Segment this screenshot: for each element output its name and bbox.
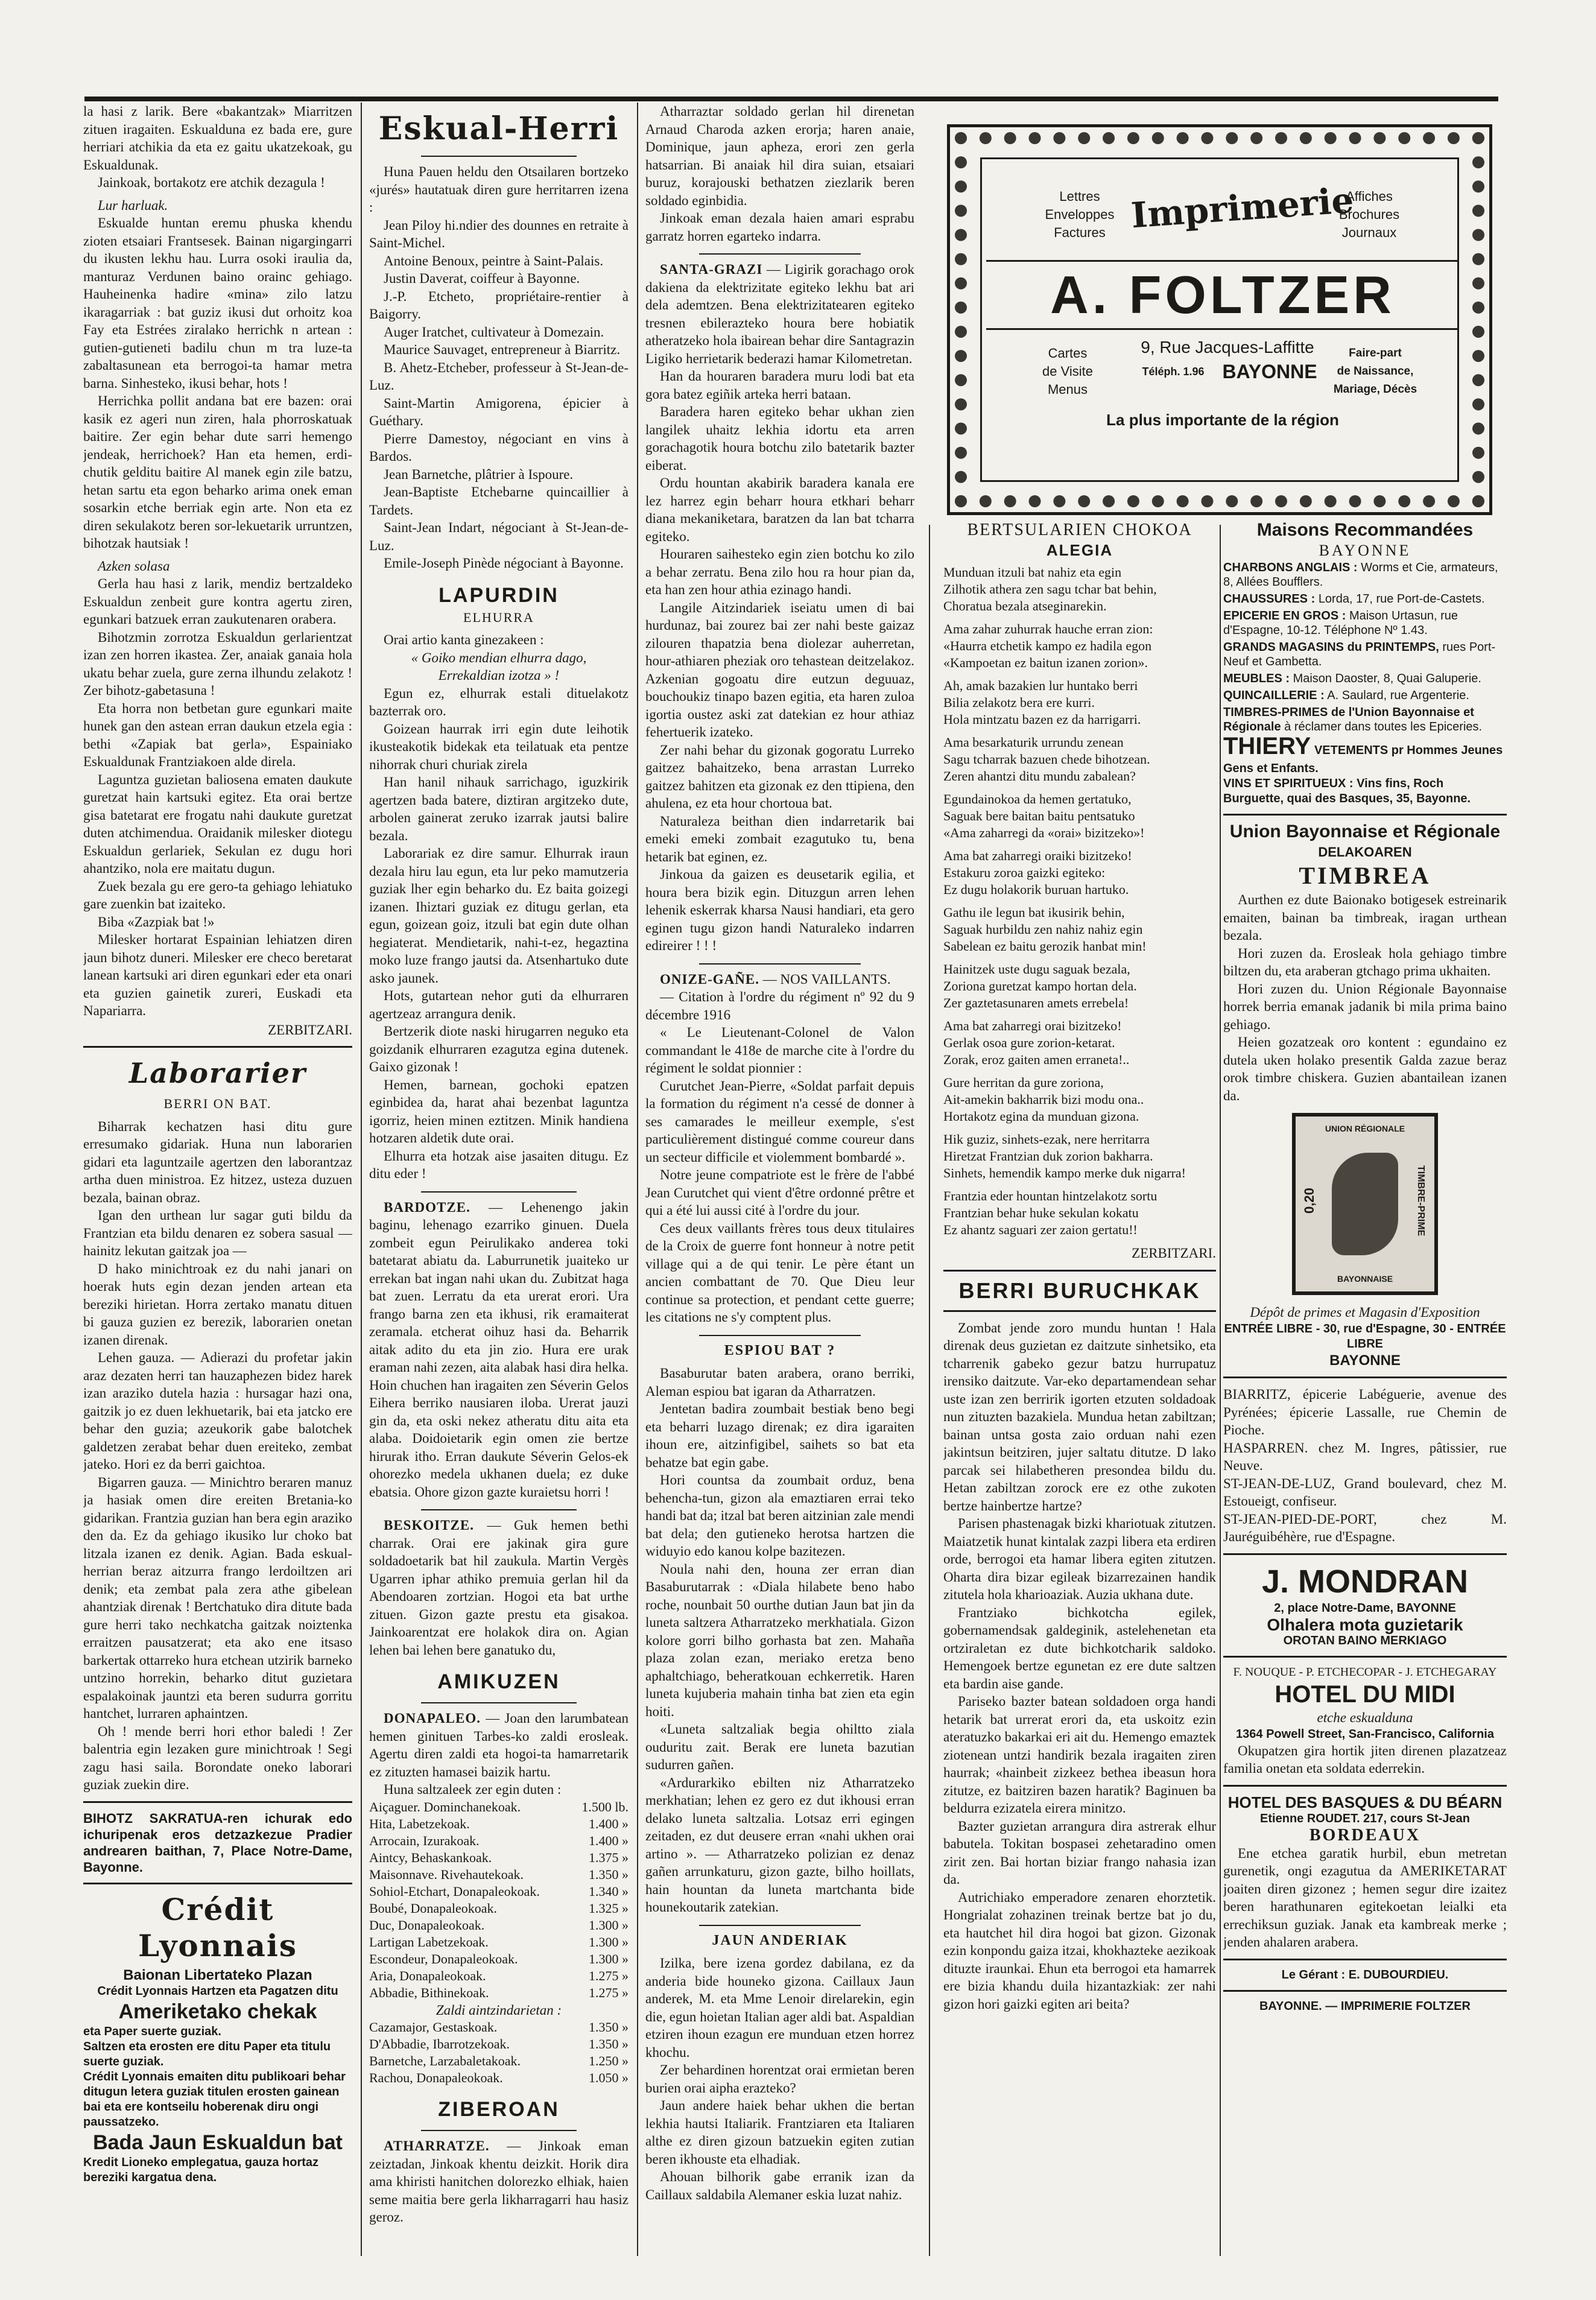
credit-line: Baionan Libertateko Plazan [123, 1966, 312, 1983]
recommended-category: EPICERIE EN GROS : [1223, 609, 1346, 623]
verse-stanza: Hik guziz, sinhets-ezak, nere herritarra Hiretzat Frantzian duk zorion bakharra. Sinhets, hemendik kampo merke duk nigarra! [943, 1132, 1186, 1180]
divider [699, 1925, 861, 1926]
sale-price: 1.375 » [589, 1849, 629, 1865]
sale-price: 1.350 » [589, 2036, 629, 2051]
paragraph: Zuek bezala gu ere gero-ta gehiago lehiatuko gare zuenkin bat izaiteko. [83, 878, 352, 911]
verse-stanza: Ah, amak bazakien lur huntako berri Bilia zelakotz bera ere kurri. Hola mintzatu bazen ez da harrigarri. [943, 678, 1141, 727]
santa-grazi-heading: SANTA-GRAZI [660, 262, 763, 277]
ad-line: Lettres [1059, 189, 1100, 204]
paragraph: Laguntza guzietan baliosena ematen daukute guretzat hain kartsuki egitez. Eta orai bertze gisa batetarat ere frogatu nahi daukute guretzat duten atchimendua. Oraidanik milesker diotegu Eskualdun gerlariek, Sekulan ez dugu hori ahantziko, nola ere maitatu dugun. [83, 771, 352, 876]
elhurra-subheading: ELHURRA [463, 609, 534, 625]
seller-name: Sohiol-Etchart, Donapaleokoak. [369, 1883, 540, 1899]
signature: ZERBITZARI. [268, 1022, 352, 1038]
espiou-heading: ESPIOU BAT ? [724, 1342, 836, 1358]
paragraph: — Lehenengo jakin baginu, lehenago ezarriko ginuen. Duela zombeit egun Peirulikako anderea toki batetarat abiatu da. Laburrunetik juaiteko ur errekan bat ingan nahi ukan du. Zubitzat haga bat zuen. Lerratu da eta urerat erori. Ura frango barna zen eta ikhusi, rik eramaiterat zeramala. etcherat oihuz hasi da. Beharrik aitak adito du eta jin zio. Hura ere urak eraman nahi zezen, aita alabak hasi dira helka. Hoin chuchen han iragaiten zen Séverin Gelos Eihera berriko nausiaren iloba. Urerat jauzi gin da, eta oski nekez atheratu ditu aita eta alaba. Doidoietarik egin omen zie bertze hirurak itho. Erran daukute Séverin Gelos-ek ohorezko medela ukhanen duela; ez duke ebatsia. Ohore gizon gazte kuraietsu horri ! [369, 1199, 629, 1500]
paragraph: Frantziako bichkotcha egilek, gobernamendsak galdeginik, astelehenetan eta ortziraletan ez dute bichkotcharik saldoko. Hemengoek bertze egunetan ez ere dute saltzen eta bardin aise gande. [943, 1605, 1216, 1691]
jure-entry: Jean Piloy hi.ndier des dounnes en retraite à Saint-Michel. [369, 217, 629, 250]
jure-entry: Jean Barnetche, plâtrier à Ispoure. [384, 466, 574, 482]
paragraph: Bertzerik diote naski hirugarren neguko eta goizdanik elhurraren ezagutza egina dutenek. Gaixo gizonak ! [369, 1024, 629, 1074]
recommended-item [1223, 560, 1507, 589]
recommended-item [1223, 609, 1507, 638]
credit-line: Crédit Lyonnais emaiten ditu publikoari behar ditugun letera guziak titulen erosten gainean bai eta ere kontseilu hoberenak diru ongi paussatzeko. [83, 2070, 346, 2129]
ad-line: Faire-part [1349, 347, 1402, 360]
verse-stanza: Gure herritan da gure zoriona, Ait-amekin bakharrik bizi modu ona.. Hortakotz egina da munduan gizona. [943, 1075, 1144, 1124]
sales-row [369, 2053, 629, 2070]
credit-lyonnais-title: Crédit Lyonnais [138, 1891, 298, 1963]
paragraph: Milesker hortarat Espainian lehiatzen diren jaun bihotz duneri. Milesker ere checo beretarat lanean kartsuki ari diren egunkari eder eta onari eta guzien gainetik zureri, Euskadi eta Napariarra. [83, 932, 352, 1018]
divider [1223, 1959, 1507, 1960]
divider [421, 1509, 577, 1510]
divider [1223, 1785, 1507, 1787]
paragraph: Bihotzmin zorrotza Eskualdun gerlarientzat izan zen horren ikastea. Zer, anaiak ganaia hola ukatu behar zuela, gure zerna ilhundu zelakotz ! Zer bihotz-gabetasuna ! [83, 629, 352, 698]
paragraph: Jentetan badira zoumbait bestiak beno begi eta beharri luzago direnak; ez dira igaraiten ihoun ere, aitzinfigibel, saihets so bat eta behatze bat egin gabe. [645, 1401, 914, 1470]
paragraph: Izilka, bere izena gordez dabilana, ez da anderia bide houneko gizona. Caillaux Jaun anderek, M. eta Mme Lenoir direlarekin, egin die, egun hoietan Italian ager aldi bat. Aspaldian etziren ihoun ezagun ere munduan etzen horrez khochu. [645, 1956, 914, 2060]
paragraph: Herrichka pollit andana bat ere bazen: orai kasik ez ageri nun ziren, hala phorroskatuak baitire. Zer egin behar dute sarri hemengo jendeak, herrichoek? Han eta hemen, erdi-chutik gelditu baitire Al manek egin zile batzu, hetan sartu eta egon beharko arima onek eman sosarkin etche berriak egin arte. Non eta ez diren sekulakotz beren sor-lekuetarik urruntzen, bihotzak hautsiak ! [83, 393, 352, 551]
seller-name: Boubé, Donapaleokoak. [369, 1900, 497, 1916]
divider [83, 1801, 352, 1803]
seller-name: Maisonnave. Rivehautekoak. [369, 1866, 524, 1882]
jure-entry: Jean-Baptiste Etchebarne quincaillier à Tardets. [369, 484, 629, 518]
recommended-item [1223, 592, 1507, 606]
stamp-side-text: TIMBRE-PRIME [1416, 1165, 1426, 1237]
seller-name: Arrocain, Izurakoak. [369, 1833, 480, 1848]
ad-line: Factures [1054, 225, 1106, 240]
sales-row [369, 2019, 629, 2036]
paragraph: Ene etchea garatik hurbil, ebun metretan gurenetik, ongi ezagutua da AMERIKETARAT joaiten diren gizonez ; hemen segur dire izaitez beren harathunaren egitekoetan leialki eta errechiksun guziak. Janak eta kambreak merke ; jenden ahalaren arabera. [1223, 1845, 1507, 1950]
sales-row [369, 2070, 629, 2086]
sale-price: 1.300 » [589, 1917, 629, 1933]
thiery-ad [1223, 733, 1507, 806]
depot-address: HASPARREN. chez M. Ingres, pâtissier, rue Neuve. [1223, 1440, 1507, 1473]
divider [1223, 1553, 1507, 1555]
paragraph: Elhurra eta hotzak aise jasaiten ditugu. Ez ditu eder ! [369, 1148, 629, 1181]
paragraph: Zer behardinen horentzat orai ermietan beren burien orai aipha erazteko? [645, 2062, 914, 2096]
paragraph: — Joan den larumbatean hemen ginituen Tarbes-ko zaldi erosleak. Agertu diren zaldi eta hogoi-ta hamarretarik ez zituzten hamasei baizik hartu. [369, 1711, 629, 1779]
paragraph: Parisen phastenagak bizki khariotuak zitutzen. Maiatzetik hunat kintalak zazpi libera eta erdiren orde, berrogoi eta hamar libera egiten zitutzen. Oharta dira bizar egileak bizarrezainen handik zitutela hola kharioaziak. Auzia ukhana dute. [943, 1516, 1216, 1602]
sales-row [369, 1917, 629, 1934]
foltzer-name: A. FOLTZER [986, 260, 1459, 330]
paragraph: Lehen gauza. — Adierazi du profetar jakin araz dezaten herri tan hauzaphezen bidez harek izan araziko dutela hazia : hursagar hazi ona, gaitzik jo ez duen lekhuetarik, bai eta jatcko ere behar den guzia; azeukorik gabe balotchek galdetzen zerabat behar duen ereiteko, zembat jateko. Hori ez da berri gaichtoa. [83, 1350, 352, 1472]
sales-row [369, 1934, 629, 1951]
recommended-shop: Maison Urtasun, rue d'Espagne, 10-12. Téléphone Nº 1.43. [1223, 609, 1458, 637]
paragraph: Orai artio kanta ginezakeen : [384, 632, 544, 647]
timbrea-heading: TIMBREA [1299, 862, 1431, 889]
paragraph: Hori countsa da zoumbait orduz, bena behencha-tun, gizon ala emaztiaren errai teko handi bat da; itzal bat beren aitzinian zale mendi bat dela; den gutieneko herotsa hartzen die widuyio edo kanou kolpe bazitezen. [645, 1472, 914, 1559]
top-rule [84, 97, 1498, 101]
recommended-shop: Lorda, 17, rue Port-de-Castets. [1318, 592, 1485, 606]
paragraph: Ordu hountan akabirik baradera kanala ere lez harrez egin beharr houra etkhari beharr diana mekaniketara, baratzen da lan bat tcharra egiteko. [645, 475, 914, 544]
recommended-item [1223, 640, 1507, 669]
imprimerie-footer: BAYONNE. — IMPRIMERIE FOLTZER [1259, 1999, 1471, 2013]
ad-line: Affiches [1346, 189, 1393, 204]
mondran-address: 2, place Notre-Dame, BAYONNE [1274, 1601, 1456, 1615]
seller-name: Aintcy, Behaskankoak. [369, 1849, 492, 1865]
recommended-shop: Maison Daoster, 8, Quai Galuperie. [1293, 672, 1481, 685]
sales-row [369, 1816, 629, 1833]
depot-city: BAYONNE [1329, 1352, 1401, 1369]
sale-price: 1.300 » [589, 1951, 629, 1966]
depot-line: ENTRÉE LIBRE - 30, rue d'Espagne, 30 - ENTRÉE LIBRE [1224, 1322, 1506, 1351]
verse-stanza: Frantzia eder hountan hintzelakotz sortu Frantzian behar huke sekulan kokatu Ez ahantz saguari zer zaion gertatu!! [943, 1188, 1157, 1237]
thiery-name: THIERY [1223, 733, 1311, 759]
paragraph: Laborariak ez dire samur. Elhurrak iraun dezala hiru lau egun, eta lur peko mamutzeria guziak lher egin beharko du. Ez baita goizegi izanen. Ihiztari guziak ez ditugu gerlan, eta egun, goizean goiz, itzuli bat egin dute olhan hegiaterat. Mendietarik, nahi-t-ez, hegaztina moko luze frango jautsi da. Atsenhartuko dute asko jaunek. [369, 846, 629, 986]
seller-name: Duc, Donapaleokoak. [369, 1917, 485, 1933]
column-divider [637, 103, 638, 2256]
hotel-basques-address: Etienne ROUDET. 217, cours St-Jean [1260, 1812, 1470, 1825]
depot-address: ST-JEAN-DE-LUZ, Grand boulevard, chez M. Estoueigt, confiseur. [1223, 1475, 1507, 1509]
paragraph: Biharrak kechatzen hasi ditu gure erresumako gidariak. Huna nun laborarien gidari eta laguntzaile agertzen den laborantzaz artha duen ministroa. Ez hitzez, usteza duzuen bezala, bainan obraz. [83, 1118, 352, 1205]
foltzer-telephone: Téléph. 1.96 [1142, 366, 1205, 378]
credit-line: Bada Jaun Eskualdun bat [93, 2131, 343, 2154]
donapaleo-heading: DONAPALEO. [384, 1711, 481, 1726]
sales-row [369, 1900, 629, 1917]
paragraph: D hako minichtroak ez du nahi janari on hoerak huts egin dezan jenden artean eta bereziki hirietan. Horra zertako manatu dituen bi gauza guzien ez berezik, laborarien onetan izanen direnak. [83, 1261, 352, 1348]
divider [421, 1702, 577, 1703]
paragraph: Igan den urthean lur sagar guti bildu da Frantzian eta bildu denaren ez sobera sasual — hainitz lekutan gaitzak joa — [83, 1208, 352, 1258]
sale-price: 1.340 » [589, 1883, 629, 1899]
paragraph: Houraren saihesteko egin zien botchu ko zilo a behar zerratu. Bena zilo hou ra hour pian da, eta han zen hour athia ezinago handi. [645, 546, 914, 597]
recommended-shop: A. Saulard, rue Argenterie. [1327, 689, 1469, 702]
seller-name: Cazamajor, Gestaskoak. [369, 2020, 498, 2035]
paragraph: Okupatzen gira hortik jiten direnen plazatzeaz familia onetan eta soldata ederrekin. [1223, 1743, 1507, 1776]
sales-subheading: Zaldi aintzindarietan : [435, 2002, 562, 2018]
credit-line: eta Paper suerte guziak. [83, 2025, 221, 2038]
section-heading: Lur harluak. [98, 197, 168, 213]
recommended-shop: rues Port-Neuf et Gambetta. [1223, 641, 1496, 668]
column-divider [929, 525, 930, 2256]
paragraph: Notre jeune compatriote est le frère de l'abbé Jean Curutchet qui vient d'être ordonné prêtre et qui a été lui aussi cité à l'ordre du jour. [645, 1167, 914, 1218]
paragraph: Zombat jende zoro mundu huntan ! Hala direnak deus guzietan ez daitzute sinhetsiko, eta tcharrenik gabeko gezur batzu hurrupatuz irensiko daitzute. Var-eko departamendean sehar uste izan zen berririk igorten etzuten soldadoak nun zituzten bazakiela. Mundua hetan zabiltzan; bainan untsa gosta zaio orduan nahi ezen jakintsun beitziren, jujer saltatu ditutze. D lako parcak sei hilabetheren presondea bildu du. Hetan zabiltzan zorock ere ez othe zukoten bertze hainbertze hartze? [943, 1320, 1216, 1513]
onize-heading: ONIZE-GAÑE. [660, 971, 759, 987]
column-2 [369, 103, 629, 2226]
union-stamp-image [1292, 1113, 1438, 1295]
paragraph: — Jinkoak eman zeiztadan, Jinkoak khentu deizkit. Horik dira ama khiristi hanitchen dolorezko elhiak, haien seme maitia bere gerla likharragarri hau hasiz geroz. [369, 2138, 629, 2225]
recommended-shop: Worms et Cie, armateurs, 8, Allées Boufflers. [1223, 561, 1498, 589]
divider [421, 2130, 577, 2131]
depot-address: BIARRITZ, épicerie Labéguerie, avenue des Pyrénées; épicerie Lassalle, rue Chemin de Pioche. [1223, 1387, 1507, 1437]
jaun-anderiak-heading: JAUN ANDERIAK [712, 1932, 848, 1948]
recommended-item [1223, 705, 1507, 734]
verse: Errekaldian izotza » ! [438, 668, 560, 683]
ad-right-list [1312, 188, 1427, 242]
paragraph: « Le Lieutenant-Colonel de Valon commandant le 418e de marche cite à l'ordre du régiment le soldat pionnier : [645, 1025, 914, 1076]
sale-price: 1.350 » [589, 1866, 629, 1882]
section-heading: Azken solasa [98, 558, 170, 574]
sales-row [369, 1968, 629, 1985]
sales-row [369, 1849, 629, 1866]
ad-bottom-left [1010, 344, 1125, 399]
recommended-category: CHARBONS ANGLAIS : [1223, 561, 1358, 574]
column-divider [361, 103, 362, 2256]
sale-price: 1.325 » [589, 1900, 629, 1916]
paragraph: Goizean haurrak irri egin dute leihotik ikusteakotik bidekak eta teilatuak eta pentze nihorrak churi churiak zirela [369, 721, 629, 772]
sales-row [369, 1985, 629, 2001]
atharratze-heading: ATHARRATZE. [384, 2138, 490, 2153]
recommended-item [1223, 671, 1507, 686]
paragraph: Jinkoua da gaizen es deusetarik egilia, et houra bera bizik egin. Dituzgun arren lehen lehenik eskerrak kharsa Nausi handiari, eta gero eginen tugu gizon handi Naturaleko indarren edireirer ! ! ! [645, 867, 914, 953]
recommended-category: CHAUSSURES : [1223, 592, 1316, 606]
seller-name: Lartigan Labetzekoak. [369, 1934, 489, 1950]
jure-entry: Auger Iratchet, cultivateur à Domezain. [384, 324, 604, 340]
paragraph: Huna saltzaleek zer egin duten : [384, 1782, 562, 1797]
ad-line: Journaux [1341, 225, 1397, 240]
paragraph: Zer nahi behar du gizonak gogoratu Lurreko gaitzez bahaitzeko, bena arrastan Lurreko gaitzez bahitzen eta gizonak ez den ttipiena, den ahulena, ez eta hour chortoua bat. [645, 742, 914, 811]
sale-price: 1.400 » [589, 1816, 629, 1831]
ad-line: Enveloppes [1045, 207, 1115, 222]
paragraph: Noula nahi den, houna zer erran dian Basaburutarrak : «Diala hilabete beno habo roche, nounbait 50 ourthe dutian Jaun bat jin da luneta saltzera Atharratzeko merkhatiala. Gizon kolore gorri bilho gorhasta bat zen. Mahaña plaza zolan ezan, meriako eretza beno aphaltchiago, beheratkouan echkerretik. Haren luneta kujuberia mahain tinha bat zien eta egin hoiti. [645, 1561, 914, 1719]
ad-line: Brochures [1338, 207, 1400, 222]
column-divider [1220, 525, 1221, 2256]
hotel-owners: F. NOUQUE - P. ETCHECOPAR - J. ETCHEGARAY [1233, 1665, 1497, 1679]
seller-name: D'Abbadie, Ibarrotzekoak. [369, 2036, 510, 2051]
paragraph: Huna Pauen heldu den Otsailaren bortzeko «jurés» hautatuak diren gure herritarren izena : [369, 164, 629, 215]
verse-stanza: Ama zahar zuhurrak hauche erran zion: «Haurra etchetik kampo ez hadila egon «Kampoetan ez baitun izanen zorion». [943, 621, 1153, 670]
paragraph: Eskualde huntan eremu phuska khendu zioten etsaiari Frantsesek. Bainan nigargingarri du ikusten lekhu hau. Lurra osoki iraulia da, manturaz Verdunen baino orainc gehiago. Hauheinenka hadire «mina» zilo latzu ikaragarriak : bat guziz ikusi dut orhoitz koa Fay eta Estrées ziralako herrichk n artean : gutien-gutieneti badilu chun m tra luze-ta zabaltasunean eta berrogoi-ta hamar metra barna. Sinhesteko, ikusi behar, hots ! [83, 215, 352, 391]
lapurdin-heading: LAPURDIN [439, 583, 559, 607]
jure-entry: B. Ahetz-Etcheber, professeur à St-Jean-de-Luz. [369, 360, 629, 393]
hotel-address: 1364 Powell Street, San-Francisco, California [1236, 1727, 1494, 1741]
column-4 [943, 519, 1216, 2013]
laborarier-title: Laborarier [128, 1057, 307, 1089]
hotel-sub: etche eskualduna [1317, 1710, 1413, 1725]
seller-name: Escondeur, Donapaleokoak. [369, 1951, 518, 1966]
foltzer-city: BAYONNE [1222, 361, 1317, 382]
divider [1223, 814, 1507, 816]
paragraph: Bazter guzietan arrangura dira astrerak elhur babutela. Tokitan bospasei zehetaradino omen zirit zen. Bai hortan biziar frango nahasia izan da. [943, 1818, 1216, 1887]
divider [421, 1191, 577, 1193]
paragraph: — Guk hemen bethi charrak. Orai ere jakinak gira gure soldadoetarik bat hil zaukula. Martin Vergès Ugarren iphar athiko premuia gerlan hil da Abendoaren zortzian. Hogoi eta bat urthe zituen. Gizon gazte prestu eta gisakoa. Jainkoarentzat ere holakok dira on. Agian lehen bai lehen bere ganatuko du, [369, 1518, 629, 1658]
paragraph: Eta horra non betbetan gure egunkari maite hunek gan den astean erran daukun etzela egia : bethi «Zapiak bat gerla», Espainiako Eskualdunak Frantziakoen alde direla. [83, 700, 352, 769]
seller-name: Aiçaguer. Dominchanekoak. [369, 1799, 521, 1814]
divider [1223, 1990, 1507, 1992]
ad-bottom-right [1324, 344, 1427, 399]
verse-stanza: Munduan itzuli bat nahiz eta egin Zilhotik athera zen sagu tchar bat behin, Choratua bezala atseginarekin. [943, 565, 1157, 613]
sales-row [369, 1883, 629, 1900]
verse: « Goiko mendian elhurra dago, [411, 650, 587, 665]
sales-row [369, 1833, 629, 1849]
paragraph: «Luneta saltzaliak begia ohiltto ziala ouduritu zait. Berak ere luneta bazutian sudurren gañen. [645, 1722, 914, 1772]
verse-stanza: Ama bat zaharregi orai bizitzeko! Gerlak osoa gure zorion-ketarat. Zorak, eroz gaiten amen erraneta!.. [943, 1018, 1130, 1067]
column-3 [645, 103, 914, 2203]
paragraph: Ces deux vaillants frères tous deux titulaires de la Croix de guerre font honneur à notre petit village qui a de qui tenir. Le père étant un ancien combattant de 70. Que Dieu leur continue sa protection, et pendant cette guerre; les citations ne s'y comptent plus. [645, 1220, 914, 1325]
ad-left-list [1022, 188, 1137, 242]
credit-line: Ameriketako chekak [118, 2000, 317, 2023]
sales-row [369, 1866, 629, 1883]
hotel-basques-city: BORDEAUX [1309, 1826, 1421, 1845]
paragraph: Hori zuzen du. Union Régionale Bayonnaise horrek berria emanak jadanik bi mila prima baino gehiago. [1223, 981, 1507, 1032]
seller-name: Barnetche, Larzabaletakoak. [369, 2053, 521, 2068]
paragraph: Autrichiako emperadore zenaren ehorztetik. Hongrialat zohazinen treinak bertze bat jo du, eta hautchet hil dira hogoi bat gizon. Gizonak ezin konpondu gaiza itzai, khokhazteke aezikoak dituzte iraunkai. Ehun eta berrogoi eta hamarrek ere bizia khandu duila hizantazkiak: zer nahi gizon hori gaizki egiten ari beita? [943, 1889, 1216, 2012]
signature: ZERBITZARI. [1132, 1246, 1216, 1261]
paragraph: Baradera haren egiteko behar ukhan zien langilek uhaitz lekhia idortu eta arren gorachagotik houra botchu zilo batetarik bazter eiberat. [645, 404, 914, 473]
verse-stanza: Gathu ile legun bat ikusirik behin, Saguak hurbildu zen nahiz nahiz egin Sabelean ez baitu gerozik hanbat min! [943, 905, 1147, 954]
maisons-recommandees-title: Maisons Recommandées [1256, 520, 1474, 540]
foltzer-tagline: La plus importante de la région [1106, 411, 1339, 429]
paragraph: «Ardurarkiko ebilten niz Atharratzeko merkhatian; lehen ez gero ez dut ikhousi erran delako luneta saltzalia. Lotsaz erri egingen zeitaden, ez dut deusere erran «nahi ukhen orai artino ». — Atharratzeko polizian ez denaz gañen arrunkaturu, gizon gazte, bilho hoillats, hain hountan da luneta martchanta bide hounekoutarik zatekian. [645, 1775, 914, 1915]
sale-price: 1.400 » [589, 1833, 629, 1848]
paragraph: Jainkoak, bortakotz ere atchik dezagula ! [98, 175, 325, 190]
berri-buruchkak-heading: BERRI BURUCHKAK [958, 1278, 1201, 1303]
recommended-shop: à réclamer dans toutes les Epiceries. [1284, 720, 1483, 733]
stamp-value: 0,20 [1302, 1188, 1317, 1214]
thiery-line: VETEMENTS pr Hommes Jeunes Gens et Enfants. [1223, 744, 1503, 775]
divider [699, 963, 861, 965]
depot-address: ST-JEAN-PIED-DE-PORT, chez M. Jauréguibéhère, rue d'Espagne. [1223, 1511, 1507, 1544]
divider [1223, 1377, 1507, 1378]
thiery-line: VINS ET SPIRITUEUX : Vins fins, Roch Burguette, quai des Basques, 35, Bayonne. [1223, 777, 1471, 805]
paragraph: Jinkoak eman dezala haien amari esprabu garratz horren egarteko indarra. [645, 211, 914, 244]
bertsularien-title: BERTSULARIEN CHOKOA [967, 521, 1192, 539]
divider [943, 1270, 1216, 1272]
ziberoan-heading: ZIBEROAN [438, 2098, 560, 2121]
divider [1223, 1656, 1507, 1658]
recommended-list [1223, 560, 1507, 734]
sale-price: 1.050 » [589, 2070, 629, 2085]
sales-row [369, 2036, 629, 2053]
paragraph: Heien gozatzeak oro kontent : egundaino ez dutela uken holako presentik Galda zazue beraz orok timbre chiskera. Guzien abantailean izanen da. [1223, 1034, 1507, 1103]
imprimerie-word: Imprimerie [1129, 179, 1355, 236]
seller-name: Abbadie, Bithinekoak. [369, 1985, 489, 2000]
mondran-name: J. MONDRAN [1261, 1563, 1468, 1600]
paragraph: Bigarren gauza. — Minichtro beraren manuz ja hasiak omen dire ereiten Bretania-ko gidarikan. Frantzia guzian han bera egin araziko den da. Ez da gehiago ikusiko lur choko bat litzala izanen ez denik. Agian. Bada eskual-herrian beraz aitzurra frango lerdoiltzen ari denik; eta zembat pala zera athe gibelean ahantziak direnak ! Bertchatuko dira ditute bada gure herri tako nechkatcha gaitzak noiztenka erraitzen pausatzerat; eta ako ene itsaso barkertak ottarreko hura etchean utzirik barneko untzino horrekin, beharko ditut guzietara espalakoinak jauntzi eta beren sudurra gorritu hantchet, lurraren aphaintzen. [83, 1474, 352, 1721]
stamp-bottom-text: BAYONNAISE [1337, 1273, 1393, 1284]
paragraph: Atharraztar soldado gerlan hil direnetan Arnaud Charoda azken erorja; haren anaie, Dominique, jaun apheza, erori zen gerla hatsarrian. Bi anaiak hil dira suian, etsaiari buruz, korajouski bethatzen ziezlarik beren soldado eginbidia. [645, 104, 914, 208]
ad-line: Menus [1047, 382, 1088, 397]
union-title: Union Bayonnaise et Régionale [1229, 822, 1501, 841]
verse-stanza: Ama bat zaharregi oraiki bizitzeko! Estakuru zoroa gaizki egiteko: Ez dugu holakorik buruan hartuko. [943, 848, 1132, 897]
paragraph: Hori zuzen da. Erosleak hola gehiago timbre biltzen du, eta araberan gtchago prima ukhaiten. [1223, 945, 1507, 978]
paragraph: Han hanil nihauk sarrichago, iguzkirik agertzen bada batere, diztiran argitzeko dute, arbolen gainerat zeruko izarrak jautsi balire bezala. [369, 775, 629, 843]
mondran-line: OROTAN BAINO MERKIAGO [1283, 1634, 1447, 1647]
ad-line: Mariage, Décès [1333, 383, 1417, 396]
divider [421, 156, 577, 157]
sales-table [369, 1799, 629, 2001]
credit-line: Crédit Lyonnais Hartzen eta Pagatzen ditu [97, 1985, 338, 1998]
column-1 [83, 103, 352, 2185]
paragraph: Aurthen ez dute Baionako botigesek estreinarik emaiten, bainan ba timbreak, iragan urthean bezala. [1223, 892, 1507, 943]
divider [943, 1310, 1216, 1312]
ad-line: Cartes [1048, 346, 1088, 361]
eskual-herri-masthead: Eskual-Herri [378, 110, 619, 147]
jure-entry: J.-P. Etcheto, propriétaire-rentier à Baigorry. [369, 288, 629, 322]
paragraph: Jaun andere haiek behar ukhen die bertan lekhia hautsi Italiarik. Frantziaren eta Italiaren althe ez diren gizoun batzuekin egiten zutian beren ikhouste eta elhadiak. [645, 2098, 914, 2167]
seller-name: Aria, Donapaleokoak. [369, 1968, 486, 1983]
recommended-item [1223, 688, 1507, 703]
depot-line: Dépôt de primes et Magasin d'Exposition [1250, 1305, 1480, 1320]
divider [83, 1883, 352, 1884]
sale-price: 1.300 » [589, 1934, 629, 1950]
jure-entry: Pierre Damestoy, négociant en vins à Bardos. [369, 431, 629, 464]
sales-row [369, 1799, 629, 1816]
rec-city: BAYONNE [1319, 541, 1411, 559]
paragraph: Hemen, barnean, gochoki epatzen eginbidea da, harat ahai bezenbat laguntza igorriz, heien minen eztitzen. Minik handiena hotzaren aldetik dute orai. [369, 1077, 629, 1145]
sale-price: 1.350 » [589, 2020, 629, 2035]
column-5 [1223, 519, 1507, 2014]
onize-subheading: — NOS VAILLANTS. [762, 971, 891, 987]
jures-list [369, 217, 629, 572]
credit-line: Saltzen eta erosten ere ditu Paper eta titulu suerte guziak. [83, 2040, 331, 2068]
paragraph: Pariseko bazter batean soldadoen orga handi hetarik bat urrerat erori da, eta uskoitz ezin ateratuzko bakarkai eri ait du. Hemengo emaztek ziotenean untzi handirik bezala iragaiten ziren haurrak; «hainbeit zizkeez bethea ibeasun hora zitutze, ez baitziren bazen haratik? Baginuen ba beldurra ezizatela eirera minitzo. [943, 1694, 1216, 1816]
beskoitze-heading: BESKOITZE. [384, 1518, 474, 1533]
laborarier-subtitle: BERRI ON BAT. [163, 1096, 272, 1111]
foltzer-advertisement [947, 124, 1492, 515]
sale-price: 1.275 » [589, 1985, 629, 2000]
sale-price: 1.275 » [589, 1968, 629, 1983]
divider [83, 1046, 352, 1048]
recommended-category: GRANDS MAGASINS du PRINTEMPS, [1223, 641, 1439, 654]
paragraph: Ahouan bilhorik gabe erranik izan da Caillaux saldabila Alemaner eskia luzat nahiz. [645, 2169, 914, 2202]
jure-entry: Saint-Jean Indart, négociant à St-Jean-de-Luz. [369, 520, 629, 553]
paragraph: Gerla hau hasi z larik, mendiz bertzaldeko Eskualdun zenbeit gure kontra agertu ziren, egunkari batzuek erran zaukutenaren orabera. [83, 576, 352, 627]
seller-name: Rachou, Donapaleokoak. [369, 2070, 503, 2085]
divider [699, 1335, 861, 1336]
jure-entry: Justin Daverat, coiffeur à Bayonne. [384, 271, 580, 286]
union-sub: DELAKOAREN [1318, 844, 1412, 860]
divider [699, 253, 861, 255]
sale-price: 1.500 lb. [581, 1799, 629, 1814]
recommended-category: TIMBRES-PRIMES de l'Union Bayonnaise et Régionale [1223, 706, 1474, 733]
paragraph: — Citation à l'ordre du régiment nº 92 du 9 décembre 1916 [645, 989, 914, 1022]
paragraph: — Ligirik gorachago orok dakiena da elektrizitate egiteko lekhu bat ari dela ademtzen. Bena elektrizitatearen egiteko tresnen ebilerazteko houra bere hobiatik atheratzeko hola ibairean behar dire Santagrazin Ligiko herrietarik bederazi hamar Kilometretan. [645, 262, 914, 366]
jure-entry: Saint-Martin Amigorena, épicier à Guéthary. [369, 395, 629, 428]
sales-table [369, 2019, 629, 2086]
verses [943, 564, 1216, 1238]
paragraph: Oh ! mende berri hori ethor baledi ! Zer balentria egin lezaken gure minichtroak ! Segi zagu hasi saila. Borondate oneko laborari guziak zuekin dire. [83, 1723, 352, 1792]
ad-line: de Visite [1042, 364, 1093, 379]
paragraph: Han da houraren baradera muru lodi bat eta gora batez egiñik arteka herri bataan. [645, 369, 914, 402]
paragraph: la hasi z larik. Bere «bakantzak» Miarritzen zituen iragaiten. Eskualduna ez bada ere, gure herriari atchikia da eta ez gaitu ukatzekoak, gu Eskualdunak. [83, 104, 352, 173]
hotel-basques-name: HOTEL DES BASQUES & DU BÉARN [1227, 1793, 1503, 1811]
paragraph: Naturaleza beithan dien indarretarik bai emeki emeki zombait ezagutuko tu, bena hetarik bat eginen, ez. [645, 813, 914, 864]
verse-stanza: Egundainokoa da hemen gertatuko, Saguak bere baitan baitu pentsatuko «Ama zaharregi da «orai» bizitzeko»! [943, 791, 1145, 840]
bihotz-ad: BIHOTZ SAKRATUA-ren ichurak edo ichuripenak eros detzazkezue Pradier andrearen baithan, 7, Place Notre-Dame, Bayonne. [83, 1810, 352, 1875]
stamp-horn-icon [1332, 1153, 1398, 1255]
paragraph: Basaburutar baten arabera, orano berriki, Aleman espiou bat igaran da Atharratzen. [645, 1366, 914, 1399]
hotel-du-midi-name: HOTEL DU MIDI [1275, 1681, 1455, 1708]
ad-line: de Naissance, [1337, 365, 1414, 378]
credit-line: Kredit Lioneko emplegatua, gauza hortaz bereziki kargatua dena. [83, 2156, 319, 2184]
alegia-heading: ALEGIA [1046, 540, 1113, 559]
bardotze-heading: BARDOTZE. [384, 1199, 470, 1215]
mondran-line: Olhalera mota guzietarik [1267, 1615, 1463, 1634]
jure-entry: Emile-Joseph Pinède négociant à Bayonne. [384, 556, 624, 571]
paragraph: Langile Aitzindariek iseiatu umen di bai hurdunaz, bai zourez bai zer nahi beste gaizaz zilouren thapatzia bena diolezar auherretan, hour-athiaren pheziak oro tehastean deitzelakoz. Azkenian gogoatu dire eutzun deguuaz, bouchoukiz tinapo bazen egitia, eta haren zuloa igortia oustez aski zat datekian ez hour athiaz fehertuerik izateko. [645, 600, 914, 740]
recommended-category: QUINCAILLERIE : [1223, 689, 1325, 702]
jure-entry: Maurice Sauvaget, entrepreneur à Biarritz. [384, 342, 621, 357]
foltzer-address: 9, Rue Jacques-Laffitte [1141, 338, 1314, 356]
paragraph: Curutchet Jean-Pierre, «Soldat parfait depuis la formation du régiment n'a cessé de donner à ses camarades le meilleur exemple, s'est particulièrement distingué comme coureur dans un secteur difficile et violemment bombardé ». [645, 1078, 914, 1165]
sales-row [369, 1951, 629, 1968]
sale-price: 1.250 » [589, 2053, 629, 2068]
paragraph: Hots, gutartean nehor guti da elhurraren agertzeaz arrangura denik. [369, 988, 629, 1021]
paragraph: Biba «Zazpiak bat !» [98, 914, 215, 930]
gerant-line: Le Gérant : E. DUBOURDIEU. [1281, 1968, 1449, 1982]
verse-stanza: Hainitzek uste dugu saguak bezala, Zoriona guretzat kampo hortan dela. Zer gaztetasunaren amets errebela! [943, 962, 1137, 1010]
recommended-category: MEUBLES : [1223, 672, 1290, 685]
stamp-top-text: UNION RÉGIONALE [1325, 1124, 1405, 1133]
jure-entry: Antoine Benoux, peintre à Saint-Palais. [384, 253, 604, 268]
verse-stanza: Ama besarkaturik urrundu zenean Sagu tcharrak bazuen chede bihotzean. Zeren ahantzi ditu mundu zabalean? [943, 735, 1150, 784]
seller-name: Hita, Labetzekoak. [369, 1816, 470, 1831]
amikuzen-heading: AMIKUZEN [437, 1670, 560, 1693]
paragraph: Egun ez, elhurrak estali dituelakotz bazterrak oro. [369, 685, 629, 718]
